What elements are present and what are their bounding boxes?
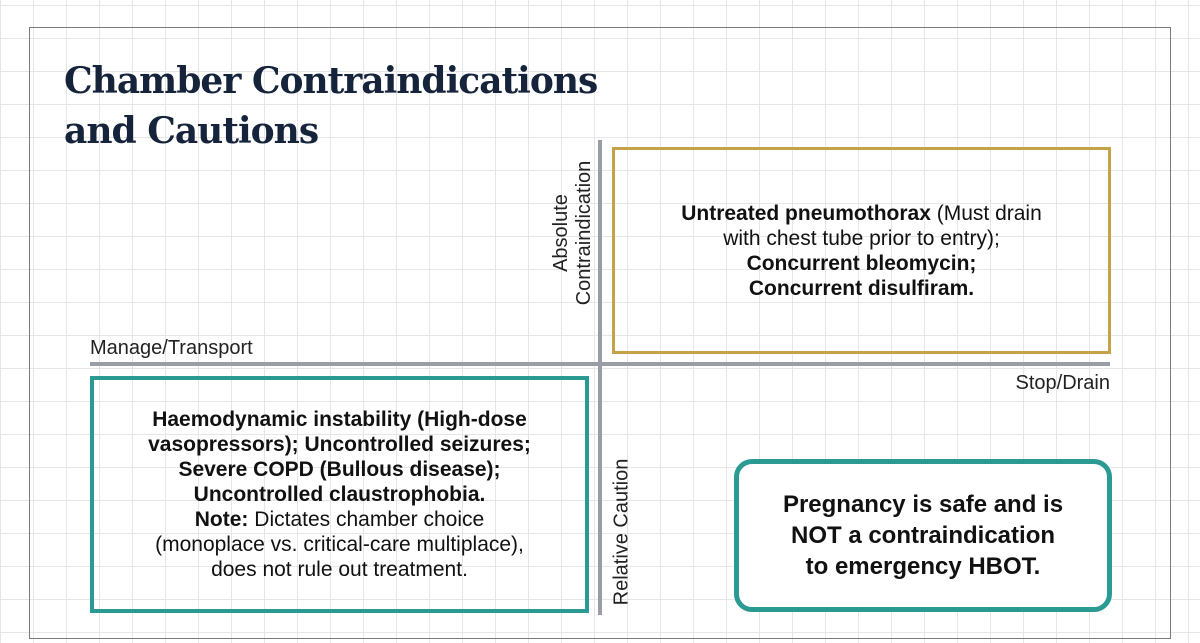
- pregnancy-line-1: Pregnancy is safe and is: [782, 491, 1064, 518]
- pregnancy-line-2: NOT a contraindication: [790, 522, 1056, 549]
- absolute-line-2: with chest tube prior to entry);: [723, 226, 1000, 250]
- absolute-line-4: Concurrent disulfiram.: [748, 276, 975, 300]
- axis-label-absolute-line-2: Contraindication: [573, 160, 595, 306]
- axis-label-relative-caution: Relative Caution: [610, 458, 633, 606]
- pregnancy-line-3: to emergency HBOT.: [805, 553, 1041, 580]
- absolute-line-1-bold: Untreated pneumothorax: [681, 201, 931, 225]
- relative-line-3: Severe COPD (Bullous disease);: [178, 458, 501, 481]
- axis-label-stop-drain: Stop/Drain: [1015, 372, 1110, 394]
- vertical-axis: [598, 140, 602, 615]
- relative-line-4: Uncontrolled claustrophobia.: [193, 483, 486, 506]
- axis-label-absolute-line-1: Absolute: [550, 194, 572, 272]
- relative-line-1: Haemodynamic instability (High-dose: [152, 408, 527, 431]
- axis-label-absolute-contraindication: [550, 161, 596, 306]
- absolute-line-1: [681, 201, 1042, 226]
- relative-line-7: does not rule out treatment.: [211, 558, 468, 581]
- relative-line-6: (monoplace vs. critical-care multiplace),: [155, 533, 524, 556]
- title-line-2: and Cautions: [64, 110, 319, 152]
- relative-note-rest: Dictates chamber choice: [248, 508, 485, 531]
- relative-caution-box: [90, 376, 589, 613]
- relative-note-line: [195, 507, 484, 532]
- title-line-1: Chamber Contraindications: [64, 60, 598, 102]
- absolute-contraindication-box: [612, 147, 1111, 354]
- absolute-line-1-rest: (Must drain: [930, 201, 1042, 225]
- pregnancy-callout-box: [734, 459, 1112, 612]
- axis-label-manage-transport: Manage/Transport: [90, 337, 253, 359]
- page-title: [64, 56, 597, 156]
- relative-line-2: vasopressors); Uncontrolled seizures;: [148, 433, 531, 456]
- absolute-line-3: Concurrent bleomycin;: [746, 251, 977, 275]
- relative-note-label: Note:: [194, 508, 249, 531]
